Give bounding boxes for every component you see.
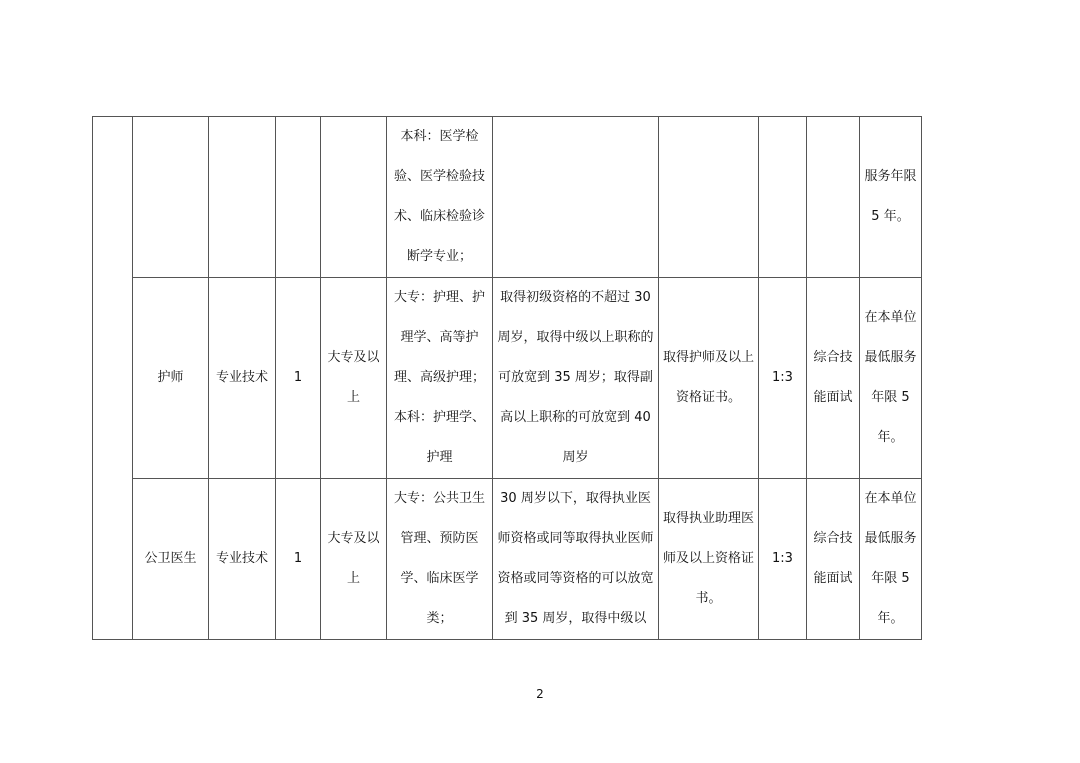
remarks-text: 在本单位最低服务年限 5 年。 [864, 310, 917, 445]
major-text: 本科：医学检验、医学检验技术、临床检验诊断学专业； [393, 129, 485, 264]
major-text: 大专：护理、护理学、高等护理、高级护理；本科：护理学、护理 [393, 290, 485, 465]
education-text: 大专及以上 [327, 350, 380, 405]
exam-cell [807, 479, 860, 640]
major-text: 大专：公共卫生管理、预防医学、临床医学类； [393, 491, 485, 626]
count-cell [276, 117, 321, 278]
category-cell [209, 278, 276, 479]
education-cell [321, 117, 387, 278]
count-cell [276, 479, 321, 640]
recruitment-table [92, 116, 922, 640]
age-cell [493, 479, 659, 640]
age-cell [493, 117, 659, 278]
qualification-cell [659, 117, 759, 278]
exam-text: 综合技能面试 [813, 531, 853, 586]
remarks-text: 服务年限 5 年。 [864, 169, 917, 224]
position-cell [133, 117, 209, 278]
count-cell [276, 278, 321, 479]
table-row [93, 117, 922, 278]
major-cell [387, 117, 493, 278]
major-cell [387, 479, 493, 640]
age-text: 取得初级资格的不超过 30 周岁，取得中级以上职称的可放宽到 35 周岁；取得副高以上职称的可放宽到 40 周岁 [497, 290, 654, 465]
exam-cell [807, 117, 860, 278]
count-text: 1 [293, 551, 303, 566]
position-cell [133, 278, 209, 479]
ratio-cell [759, 117, 807, 278]
qualification-text: 取得护师及以上资格证书。 [663, 350, 755, 405]
category-cell [209, 117, 276, 278]
education-cell [321, 278, 387, 479]
ratio-cell [759, 479, 807, 640]
qualification-text: 取得执业助理医师及以上资格证书。 [663, 511, 755, 606]
ratio-cell [759, 278, 807, 479]
exam-cell [807, 278, 860, 479]
remarks-cell [860, 278, 922, 479]
count-text: 1 [293, 370, 303, 385]
qualification-cell [659, 479, 759, 640]
table-row [93, 479, 922, 640]
position-cell [133, 479, 209, 640]
ratio-text: 1:3 [772, 551, 793, 566]
ratio-text: 1:3 [772, 370, 793, 385]
education-cell [321, 479, 387, 640]
remarks-cell [860, 479, 922, 640]
category-text: 专业技术 [215, 551, 268, 566]
category-text: 专业技术 [215, 370, 268, 385]
major-cell [387, 278, 493, 479]
unit-cell [93, 117, 133, 640]
remarks-cell [860, 117, 922, 278]
position-text: 护师 [157, 370, 184, 385]
category-cell [209, 479, 276, 640]
education-text: 大专及以上 [327, 531, 380, 586]
remarks-text: 在本单位最低服务年限 5 年。 [864, 491, 917, 626]
position-text: 公卫医生 [144, 551, 197, 566]
page-number: 2 [536, 687, 544, 701]
qualification-cell [659, 278, 759, 479]
exam-text: 综合技能面试 [813, 350, 853, 405]
age-text: 30 周岁以下，取得执业医师资格或同等取得执业医师资格或同等资格的可以放宽到 35 周岁，取得中级以 [497, 491, 654, 626]
age-cell [493, 278, 659, 479]
table-row [93, 278, 922, 479]
